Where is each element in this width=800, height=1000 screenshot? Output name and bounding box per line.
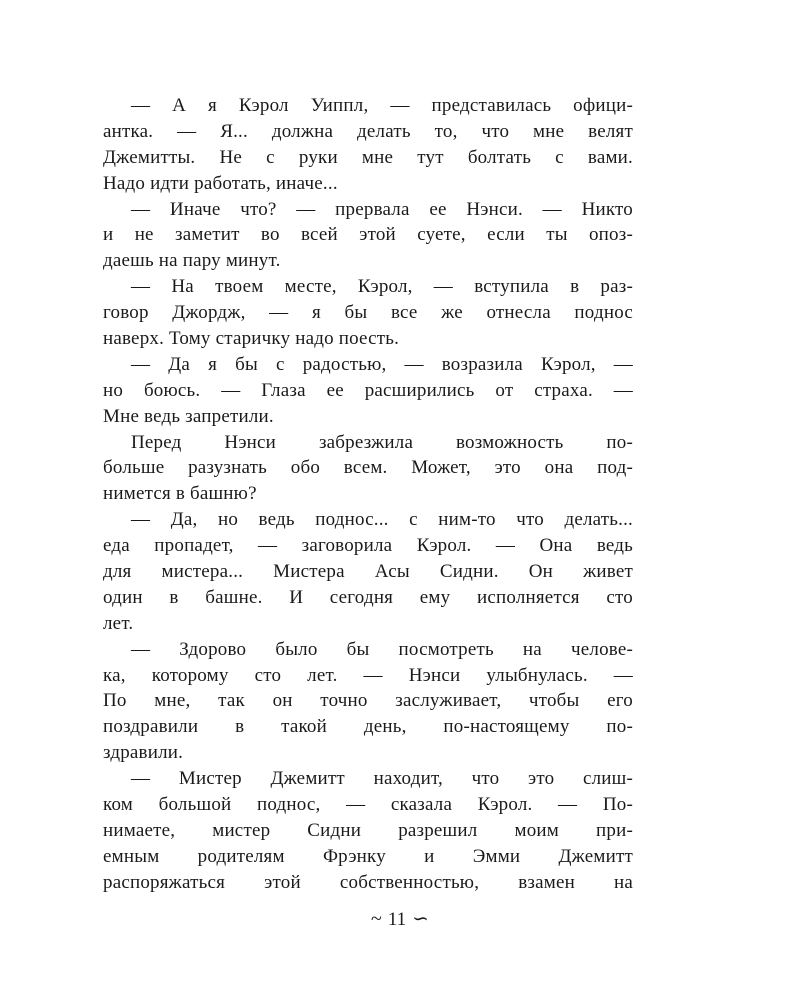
text-line: даешь на пару минут. [103,250,281,272]
text-line: — Да я бы с радостью, — возразила Кэрол, — [131,353,633,375]
text-line: распоряжаться этой собственностью, взамен на [103,871,633,893]
text-line: — Да, но ведь поднос... с ним-то что делать... [131,509,633,531]
text-line: здравили. [103,742,184,764]
text-line: Перед Нэнси забрезжила возможность по- [131,431,633,453]
text-line: ка, которому сто лет. — Нэнси улыбнулась. — [103,664,633,686]
text-line: один в башне. И сегодня ему исполняется сто [103,586,633,608]
page-number-footer [0,906,800,933]
text-line: для мистера... Мистера Асы Сидни. Он живет [103,561,633,583]
text-line: поздравили в такой день, по-настоящему по- [103,716,633,738]
body-text [103,93,633,896]
text-line: лет. [103,612,134,634]
text-line: ком большой поднос, — сказала Кэрол. — По- [103,794,633,816]
text-line: — На твоем месте, Кэрол, — вступила в раз- [131,276,633,298]
text-line: но боюсь. — Глаза ее расширились от страха. — [103,379,633,401]
text-line: еда пропадет, — заговорила Кэрол. — Она ведь [103,535,633,557]
text-line: — Иначе что? — прервала ее Нэнси. — Никто [131,198,633,220]
text-line: говор Джордж, — я бы все же отнесла поднос [103,302,633,324]
text-line: — Здорово было бы посмотреть на челове- [131,638,633,660]
text-line: нимаете, мистер Сидни разрешил моим при- [103,819,633,841]
text-line: По мне, так он точно заслуживает, чтобы его [103,690,633,712]
text-line: антка. — Я... должна делать то, что мне велят [103,120,633,142]
left-swash-ornament: ~ [371,908,382,930]
text-line: и не заметит во всей этой суете, если ты опоз- [103,224,633,246]
text-line: нимется в башню? [103,483,257,505]
text-line: Мне ведь запретили. [103,405,274,427]
text-line: — Мистер Джемитт находит, что это слиш- [131,768,633,790]
right-swash-ornament: ∽ [412,908,429,930]
text-line: больше разузнать обо всем. Может, это она под- [103,457,633,479]
text-line: Надо идти работать, иначе... [103,172,338,194]
text-line: емным родителям Фрэнку и Эмми Джемитт [103,845,633,867]
text-line: — А я Кэрол Уиппл, — представилась офици- [131,95,633,116]
page-number: 11 [387,909,407,930]
text-line: Джемитты. Не с руки мне тут болтать с вами. [103,146,633,168]
text-line: наверх. Тому старичку надо поесть. [103,328,400,350]
